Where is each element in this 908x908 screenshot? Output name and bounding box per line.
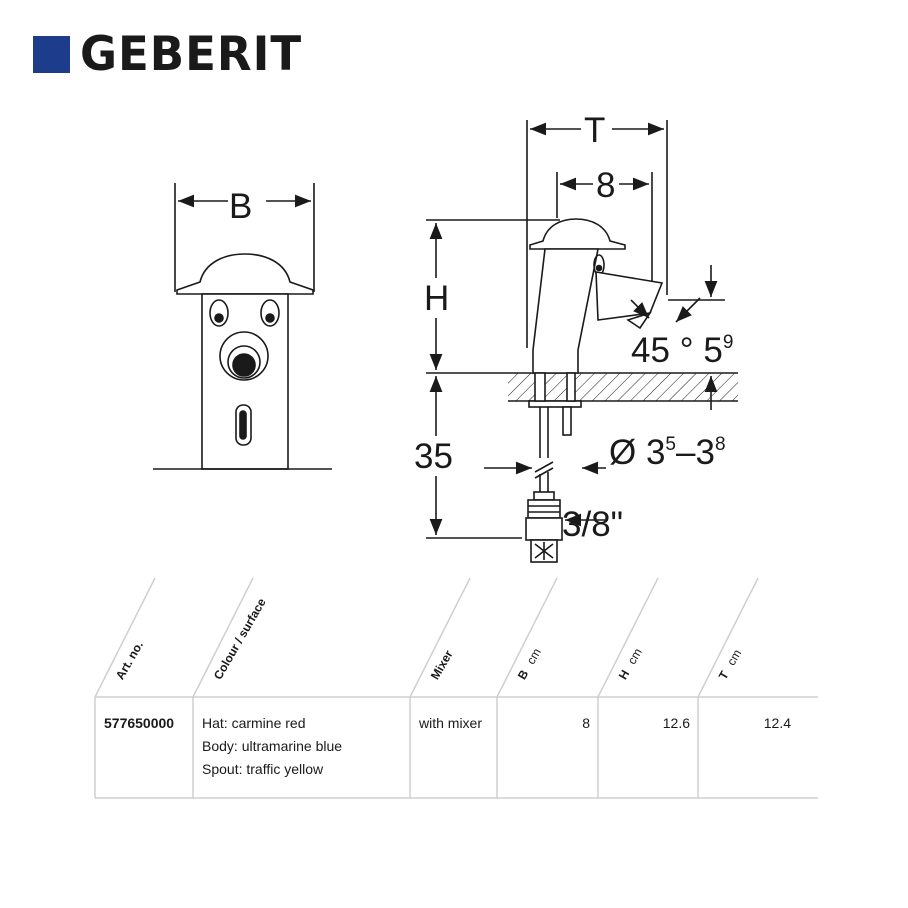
dim-thread-label: 3/8" <box>562 505 624 544</box>
dim-angle-label: 45 ° $5^9$ <box>631 331 734 370</box>
cell-colour-spout: Spout: traffic yellow <box>202 761 324 777</box>
dim-35-label: 35 <box>414 437 453 476</box>
cell-b: 8 <box>582 715 590 731</box>
header-h-unit: cm <box>624 645 645 667</box>
header-t-unit: cm <box>724 646 745 668</box>
header-art-no: Art. no. <box>112 638 146 682</box>
header-colour: Colour / surface <box>210 595 269 682</box>
cell-mixer: with mixer <box>419 715 483 731</box>
cell-art-no: 577650000 <box>104 715 175 731</box>
logo-text: GEBERIT <box>80 27 303 82</box>
header-b-unit: cm <box>523 645 544 667</box>
dim-b-label: B <box>229 187 253 226</box>
dim-t-label: T <box>584 111 606 150</box>
cell-t: 12.4 <box>763 715 791 731</box>
cell-h: 12.6 <box>662 715 690 731</box>
header-h: Hcm <box>615 645 645 682</box>
dim-h-label: H <box>424 279 450 318</box>
cell-colour-body: Body: ultramarine blue <box>202 738 343 754</box>
header-b: Bcm <box>514 645 544 682</box>
dim-8-label: 8 <box>596 166 616 205</box>
header-mixer: Mixer <box>427 647 456 682</box>
dim-angle-sup: 9 <box>722 332 734 353</box>
cell-colour-hat: Hat: carmine red <box>202 715 306 731</box>
header-t: Tcm <box>715 646 745 682</box>
dim-diameter-label: Ø $3^5-3^8$ <box>609 433 726 472</box>
